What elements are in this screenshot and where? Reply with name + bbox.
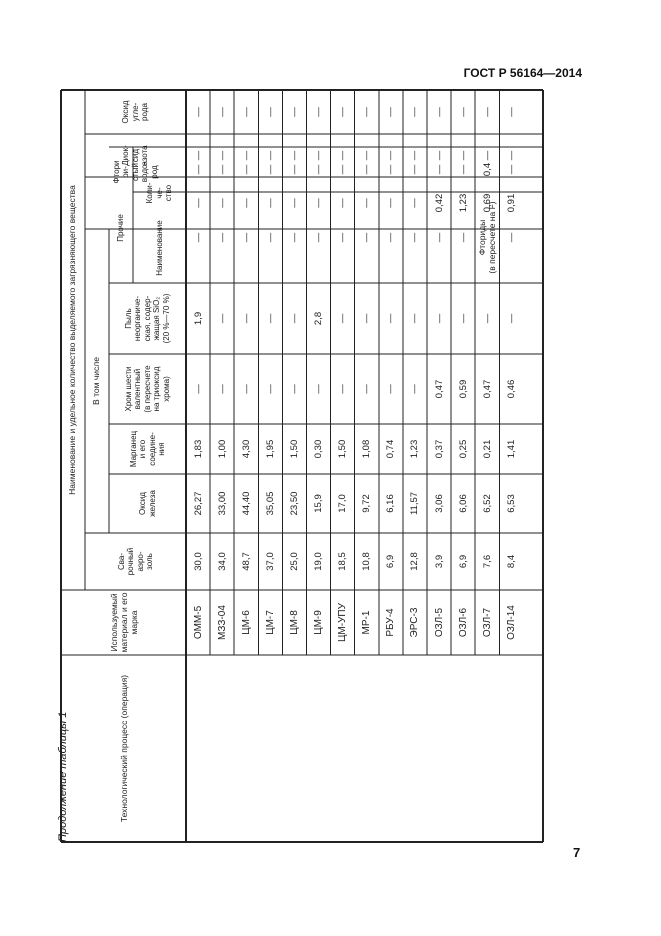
cell-dust: —: [457, 313, 469, 324]
cell-hf: —: [361, 198, 373, 208]
cell-other-name: —: [313, 232, 325, 243]
cell-other-name: —: [385, 232, 397, 243]
cell-dust: —: [288, 313, 300, 324]
cell-other-qty: —: [192, 164, 204, 175]
cell-other-name: —: [288, 232, 300, 243]
cell-co: —: [457, 107, 469, 117]
cell-other-qty: —: [505, 164, 517, 175]
cell-aerosol: 8,4: [505, 554, 517, 569]
cell-other-name: —: [264, 232, 276, 243]
cell-iron: 6,16: [385, 494, 397, 513]
cell-other-name: —: [361, 232, 373, 243]
cell-cr: —: [313, 384, 325, 394]
cell-material: ОЗЛ-7: [481, 607, 493, 638]
cell-iron: 26,27: [192, 491, 204, 516]
cell-cr: —: [264, 384, 276, 394]
cell-other-qty: —: [457, 164, 469, 175]
cell-iron: 17,0: [337, 494, 349, 513]
cell-mn: 0,25: [457, 439, 469, 459]
cell-mn: 0,74: [385, 439, 397, 459]
cell-aerosol: 48,7: [240, 552, 252, 571]
cell-cr: 0,59: [457, 379, 469, 399]
cell-other-name: Фториды (в пересчете на F): [477, 201, 498, 274]
cell-cr: —: [192, 384, 204, 394]
cell-aerosol: 37,0: [264, 552, 276, 571]
header-aerosol: Сва- рочный аэро- золь: [116, 547, 154, 576]
header-manganese: Марганец и его соедине- ния: [128, 430, 166, 468]
cell-material: ОММ-5: [192, 605, 204, 640]
cell-cr: 0,47: [433, 379, 445, 399]
cell-dust: —: [433, 313, 445, 324]
cell-material: РБУ-4: [385, 608, 397, 637]
cell-iron: 35,05: [264, 491, 276, 516]
cell-iron: 33,00: [216, 491, 228, 516]
cell-material: ЦМ-7: [264, 610, 276, 635]
cell-no2: —: [409, 150, 421, 161]
cell-no2: —: [313, 150, 325, 161]
cell-dust: —: [337, 313, 349, 324]
cell-iron: 6,52: [481, 494, 493, 513]
cell-hf: —: [216, 198, 228, 208]
cell-mn: 1,23: [409, 439, 421, 459]
cell-co: —: [361, 107, 373, 117]
cell-mn: 4,30: [240, 439, 252, 459]
cell-aerosol: 3,9: [433, 554, 445, 569]
cell-co: —: [240, 107, 252, 117]
cell-other-name: —: [457, 232, 469, 243]
cell-hf: —: [337, 198, 349, 208]
cell-co: —: [264, 107, 276, 117]
cell-aerosol: 6,9: [385, 554, 397, 569]
cell-hf: —: [288, 198, 300, 208]
cell-dust: 2,8: [313, 311, 325, 326]
cell-aerosol: 25,0: [288, 552, 300, 571]
cell-mn: 1,41: [505, 439, 517, 459]
cell-other-qty: —: [313, 164, 325, 175]
cell-other-name: —: [216, 232, 228, 243]
cell-no2: —: [457, 150, 469, 161]
cell-other-qty: —: [361, 164, 373, 175]
cell-other-qty: —: [337, 164, 349, 175]
cell-aerosol: 19,0: [313, 552, 325, 571]
cell-other-qty: —: [288, 164, 300, 175]
cell-mn: 0,37: [433, 439, 445, 459]
header-process: Технологический процесс (операция): [118, 674, 129, 823]
header-other: Прочие: [116, 214, 126, 242]
cell-cr: —: [337, 384, 349, 394]
cell-aerosol: 6,9: [457, 554, 469, 569]
cell-mn: 1,95: [264, 439, 276, 459]
cell-other-name: —: [240, 232, 252, 243]
cell-iron: 15,9: [313, 494, 325, 513]
cell-cr: —: [409, 384, 421, 394]
cell-no2: —: [481, 150, 493, 161]
rotated-table: [61, 90, 543, 842]
cell-iron: 23,50: [288, 491, 300, 516]
cell-mn: 1,50: [337, 439, 349, 459]
cell-aerosol: 30,0: [192, 552, 204, 571]
cell-no2: —: [240, 150, 252, 161]
cell-co: —: [433, 107, 445, 117]
header-dust: Пыль неорганиче- ская, содер- жащая SiO₂ (20 %—70 %): [123, 293, 171, 344]
cell-other-qty: —: [216, 164, 228, 175]
cell-hf: —: [240, 198, 252, 208]
cell-co: —: [505, 107, 517, 117]
table-caption: Продолжение таблицы 1: [57, 711, 69, 842]
cell-mn: 1,08: [361, 439, 373, 459]
cell-dust: —: [240, 313, 252, 324]
cell-aerosol: 18,5: [337, 552, 349, 571]
header-material: Используемый материал и его марка: [108, 592, 139, 653]
cell-no2: —: [216, 150, 228, 161]
cell-material: МЗЗ-04: [216, 605, 228, 640]
cell-co: —: [216, 107, 228, 117]
cell-hf: 0,69: [481, 193, 493, 213]
cell-aerosol: 10,8: [361, 552, 373, 571]
header-carbon-monoxide: Оксид угле- рода: [121, 100, 150, 124]
header-iron-oxide: Оксид железа: [138, 490, 157, 517]
cell-co: —: [385, 107, 397, 117]
cell-other-qty: —: [433, 164, 445, 175]
header-nitrogen-dioxide: Диок- сид азота: [121, 145, 150, 166]
cell-dust: —: [481, 313, 493, 324]
cell-hf: —: [264, 198, 276, 208]
cell-no2: —: [433, 150, 445, 161]
cell-hf: —: [385, 198, 397, 208]
cell-dust: —: [385, 313, 397, 324]
cell-material: ЦМ-8: [288, 610, 300, 635]
cell-iron: 11,57: [409, 491, 421, 516]
cell-cr: —: [361, 384, 373, 394]
cell-mn: 0,30: [313, 439, 325, 459]
cell-co: —: [288, 107, 300, 117]
document-standard-header: ГОСТ Р 56164—2014: [463, 66, 582, 80]
cell-other-name: —: [433, 232, 445, 243]
header-in-total: В том числе: [91, 357, 102, 405]
cell-co: —: [481, 107, 493, 117]
cell-hf: —: [409, 198, 421, 208]
cell-material: ЭРС-3: [409, 607, 421, 638]
cell-no2: —: [288, 150, 300, 161]
header-chromium: Хром шести валентный (в пересчете на триоксид хрома): [123, 365, 171, 413]
cell-other-qty: —: [264, 164, 276, 175]
cell-iron: 3,06: [433, 494, 445, 513]
header-other-name: Наименование: [154, 220, 164, 276]
cell-hf: —: [192, 198, 204, 208]
cell-cr: 0,47: [481, 379, 493, 399]
cell-dust: —: [409, 313, 421, 324]
cell-material: ЦМ-6: [240, 610, 252, 635]
header-hydrogen-fluoride: Фтори ри- стый водо- род: [111, 160, 159, 184]
cell-other-qty: —: [240, 164, 252, 175]
cell-co: —: [409, 107, 421, 117]
cell-cr: —: [240, 384, 252, 394]
cell-material: ОЗЛ-6: [457, 607, 469, 638]
page-number: 7: [573, 845, 581, 860]
cell-other-name: —: [505, 232, 517, 243]
cell-other-qty: —: [385, 164, 397, 175]
cell-no2: —: [505, 150, 517, 161]
cell-no2: —: [361, 150, 373, 161]
cell-other-name: —: [337, 232, 349, 243]
cell-material: МР-1: [361, 610, 373, 635]
cell-hf: 1,23: [457, 193, 469, 213]
cell-other-name: —: [409, 232, 421, 243]
cell-aerosol: 7,6: [481, 554, 493, 569]
cell-other-name: —: [192, 232, 204, 243]
cell-hf: 0,91: [505, 193, 517, 213]
cell-material: ОЗЛ-5: [433, 607, 445, 638]
cell-mn: 1,83: [192, 439, 204, 459]
cell-dust: —: [505, 313, 517, 324]
cell-no2: —: [337, 150, 349, 161]
cell-hf: —: [313, 198, 325, 208]
cell-other-qty: 0,4: [481, 162, 493, 177]
cell-iron: 44,40: [240, 491, 252, 516]
cell-mn: 1,50: [288, 439, 300, 459]
cell-dust: 1,9: [192, 311, 204, 326]
cell-aerosol: 12,8: [409, 552, 421, 571]
header-other-qty: Коли- че- ство: [145, 182, 174, 204]
cell-iron: 6,06: [457, 494, 469, 513]
cell-co: —: [192, 107, 204, 117]
cell-co: —: [313, 107, 325, 117]
cell-mn: 1,00: [216, 439, 228, 459]
cell-mn: 0,21: [481, 439, 493, 459]
cell-no2: —: [192, 150, 204, 161]
cell-iron: 6,53: [505, 494, 517, 513]
cell-material: ЦМ-УПУ: [337, 603, 349, 642]
cell-other-qty: —: [409, 164, 421, 175]
cell-cr: —: [216, 384, 228, 394]
cell-dust: —: [361, 313, 373, 324]
header-pollutants-group: Наименование и удельное количество выделяемого загрязняющего вещества: [67, 185, 78, 495]
cell-no2: —: [264, 150, 276, 161]
cell-cr: —: [385, 384, 397, 394]
cell-dust: —: [264, 313, 276, 324]
cell-no2: —: [385, 150, 397, 161]
cell-cr: 0,46: [505, 379, 517, 399]
cell-iron: 9,72: [361, 494, 373, 513]
cell-aerosol: 34,0: [216, 552, 228, 571]
cell-hf: 0,42: [433, 193, 445, 213]
cell-material: ОЗЛ-14: [505, 605, 517, 640]
cell-material: ЦМ-9: [313, 610, 325, 635]
cell-cr: —: [288, 384, 300, 394]
cell-co: —: [337, 107, 349, 117]
cell-dust: —: [216, 313, 228, 324]
